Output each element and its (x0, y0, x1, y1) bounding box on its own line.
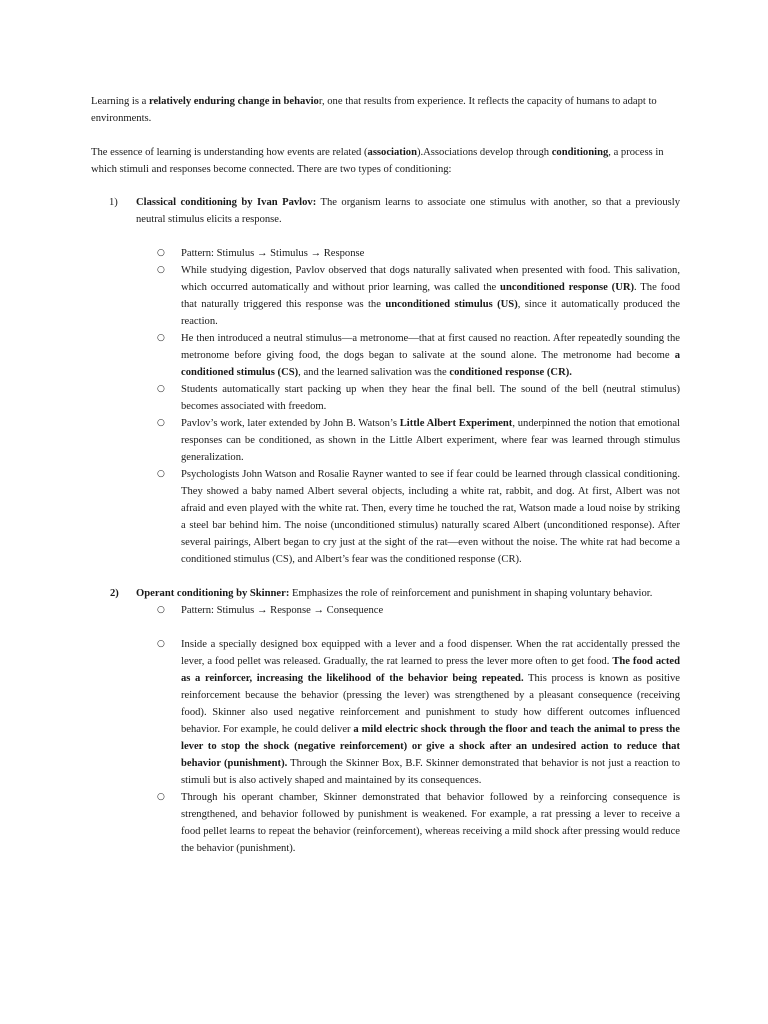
bullet-icon: ○ (157, 265, 165, 275)
bold-text-run: unconditioned stimulus (US) (385, 299, 518, 310)
bold-text-run: conditioned response (CR). (449, 367, 572, 378)
text-run: , since it automatically produced the reaction. (181, 299, 681, 327)
text-run: This process is known as positive reinforcement because the behavior (pressing the lever) was strengthened by a pleasant consequence (receiving food). Skinner also used negative reinforcement and punishment to study how different outcomes influenced behavior. For example, he could deliver (181, 673, 680, 735)
text-run: Inside a specially designed box equipped with a lever and a food dispenser. When the rat accidentally pressed the lever, a food pellet was released. Gradually, the rat learned to press the lever more often to get food. (181, 639, 680, 667)
bold-text-run: Little Albert Experiment (399, 418, 513, 429)
bullet-icon: ○ (157, 248, 165, 258)
list-item-text (181, 384, 680, 412)
text-run: Through his operant chamber, Skinner demonstrated that behavior followed by a reinforcing consequence is strengthened, and behavior followed by punishment is weakened. For example, a rat pressing a lever to receive a food pellet learns to repeat the behavior (reinforcement), whereas receiving a mild shock after pressing would reduce the behavior (punishment). (181, 792, 680, 854)
text-run: Through the Skinner Box, B.F. Skinner demonstrated that behavior is not just a reaction to stimuli but is also actively shaped and maintained by its consequences. (181, 758, 680, 786)
bullet-icon: ○ (157, 384, 165, 394)
text-run: Learning is a (91, 96, 149, 107)
section-operant-conditioning (91, 585, 680, 602)
section-number: 2) (110, 588, 119, 599)
bullet-icon: ○ (157, 605, 165, 615)
text-run: , a process in which stimuli and responses become connected. There are two types of conditioning: (91, 147, 664, 175)
list-item-text (181, 639, 680, 786)
document-page (91, 93, 680, 857)
list-item (157, 262, 681, 330)
bold-text-run: a mild electric shock through the floor and teach the animal to press the lever to stop the shock (negative reinforcement) or give a shock after an undesired action to reduce that behavior (punishment). (181, 724, 680, 769)
text-run: Emphasizes the role of reinforcement and punishment in shaping voluntary behavior. (289, 588, 653, 599)
section-classical-conditioning (91, 194, 680, 228)
intro-paragraph-definition (91, 93, 680, 127)
bold-text-run: The food acted as a reinforcer, increasing the likelihood of the behavior being repeated. (181, 656, 680, 684)
list-item (157, 636, 680, 789)
bold-text-run: Operant conditioning by Skinner: (136, 588, 290, 599)
text-run: Pattern: Stimulus → Response → Consequence (181, 605, 384, 616)
text-run: r, one that results from experience. It reflects the capacity of humans to adapt to environments. (91, 96, 657, 124)
text-run: . The food that naturally triggered this response was the (181, 282, 680, 310)
list-item-text (181, 605, 383, 616)
intro-paragraph-association (91, 144, 680, 178)
list-item-text (181, 265, 680, 327)
text-run: The essence of learning is understanding how events are related ( (91, 147, 368, 158)
text-run: , underpinned the notion that emotional responses can be conditioned, as shown in the Little Albert experiment, where fear was learned through stimulus generalization. (181, 418, 680, 463)
list-item (157, 245, 680, 262)
section-heading-classical (136, 194, 680, 228)
list-item (157, 789, 680, 857)
classical-bullet-list (91, 245, 680, 568)
text-run: He then introduced a neutral stimulus—a metronome—that at first caused no reaction. After repeatedly sounding the metronome before giving food, the dogs began to salivate at the sound alone. The metronome had become (181, 333, 680, 361)
bold-text-run: unconditioned response (UR) (500, 282, 635, 293)
text-run: ).Associations develop through (416, 147, 552, 158)
text-run: The organism learns to associate one stimulus with another, so that a previously neutral stimulus elicits a response. (136, 197, 680, 225)
bold-text-run: a conditioned stimulus (CS) (181, 350, 680, 378)
text-run: Psychologists John Watson and Rosalie Rayner wanted to see if fear could be learned through classical conditioning. They showed a baby named Albert several objects, including a white rat, rabbit, and dog. At first, Albert was not afraid and even played with the white rat. Then, every time he touched the rat, Watson made a loud noise by striking a steel bar behind him. The noise (unconditioned stimulus) naturally scared Albert (unconditioned response). After several pairings, Albert began to cry just at the sight of the rat—even without the noise. The white rat had become a conditioned stimulus (CS), and Albert’s fear was the conditioned response (CR). (181, 469, 680, 565)
list-item-text (181, 469, 680, 565)
list-item (157, 415, 680, 466)
operant-bullet-list (91, 602, 680, 857)
list-item (157, 381, 680, 415)
bullet-icon: ○ (157, 333, 165, 343)
bold-text-run: relatively enduring change in behavio (148, 96, 319, 107)
section-number: 1) (109, 197, 118, 208)
list-item (157, 602, 680, 619)
section-heading-operant (136, 585, 680, 602)
bold-text-run: association (367, 147, 417, 158)
text-run: , and the learned salivation was the (298, 367, 450, 378)
bullet-icon: ○ (157, 469, 165, 479)
bullet-icon: ○ (157, 792, 165, 802)
list-item-text (181, 248, 364, 259)
list-item (157, 330, 680, 381)
bold-text-run: conditioning (551, 147, 609, 158)
text-run: Students automatically start packing up when they hear the final bell. The sound of the bell (neutral stimulus) becomes associated with freedom. (181, 384, 680, 412)
bold-text-run: Classical conditioning by Ivan Pavlov: (136, 197, 317, 208)
text-run: Pattern: Stimulus → Stimulus → Response (181, 248, 365, 259)
bullet-icon: ○ (157, 418, 165, 428)
list-item-text (181, 333, 680, 378)
list-item (157, 466, 680, 568)
list-item-text (181, 418, 680, 463)
list-item-text (181, 792, 680, 854)
text-run: Pavlov’s work, later extended by John B. Watson’s (181, 418, 400, 429)
bullet-icon: ○ (157, 639, 165, 649)
text-run: While studying digestion, Pavlov observed that dogs naturally salivated when presented with food. This salivation, which occurred automatically and without prior learning, was called the (181, 265, 680, 293)
